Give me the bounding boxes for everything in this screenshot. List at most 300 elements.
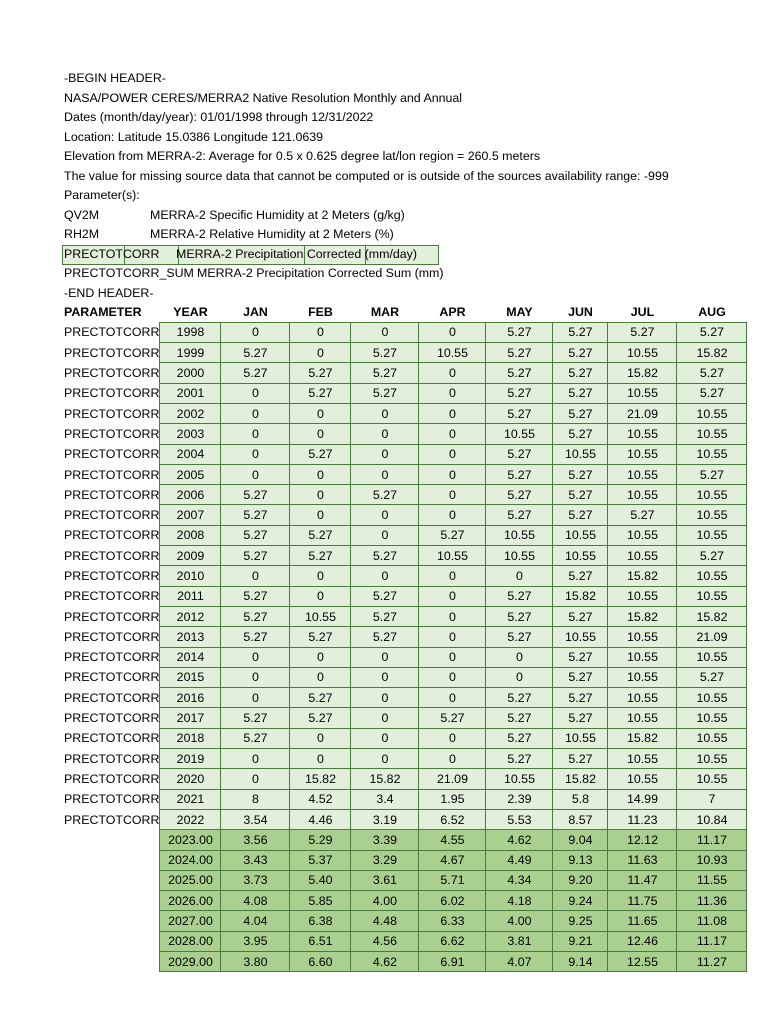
parameter-cell[interactable]: PRECTOTCORR [64,609,160,624]
value-cell[interactable]: 5.27 [290,688,351,708]
parameter-cell[interactable]: PRECTOTCORR [64,792,160,807]
value-cell[interactable]: 5.27 [351,606,419,626]
value-cell[interactable]: 5.27 [486,444,553,464]
parameter-cell[interactable]: PRECTOTCORR [64,771,160,786]
year-cell[interactable]: 2010 [160,566,221,586]
parameter-cell[interactable]: PRECTOTCORR [64,325,160,340]
value-cell[interactable]: 5.27 [553,606,608,626]
year-cell[interactable]: 2002 [160,403,221,423]
value-cell[interactable]: 5.27 [290,444,351,464]
value-cell[interactable]: 5.27 [351,383,419,403]
value-cell[interactable]: 12.12 [608,830,677,850]
parameter-cell[interactable]: PRECTOTCORR [64,711,160,726]
year-cell[interactable]: 2024.00 [160,850,221,870]
year-cell[interactable]: 2012 [160,606,221,626]
value-cell[interactable]: 5.27 [221,363,290,383]
col-header-may[interactable]: MAY [506,305,533,320]
value-cell[interactable]: 4.08 [221,891,290,911]
value-cell[interactable]: 10.55 [677,708,747,728]
value-cell[interactable]: 11.17 [677,931,747,951]
parameter-cell[interactable]: PRECTOTCORR [64,487,160,502]
value-cell[interactable]: 10.55 [608,546,677,566]
year-cell[interactable]: 2022 [160,809,221,829]
value-cell[interactable]: 10.93 [677,850,747,870]
value-cell[interactable]: 5.27 [221,525,290,545]
value-cell[interactable]: 0 [419,424,486,444]
col-header-apr[interactable]: APR [439,305,466,320]
value-cell[interactable]: 21.09 [677,627,747,647]
value-cell[interactable]: 15.82 [677,343,747,363]
value-cell[interactable]: 3.95 [221,931,290,951]
value-cell[interactable]: 0 [221,383,290,403]
value-cell[interactable]: 10.55 [419,343,486,363]
value-cell[interactable]: 5.27 [608,505,677,525]
value-cell[interactable]: 5.27 [290,627,351,647]
year-cell[interactable]: 2026.00 [160,891,221,911]
value-cell[interactable]: 5.27 [290,383,351,403]
value-cell[interactable]: 5.27 [486,627,553,647]
value-cell[interactable]: 0 [351,525,419,545]
value-cell[interactable]: 5.27 [553,383,608,403]
value-cell[interactable]: 7 [677,789,747,809]
value-cell[interactable]: 11.36 [677,891,747,911]
value-cell[interactable]: 0 [351,424,419,444]
value-cell[interactable]: 5.27 [419,525,486,545]
value-cell[interactable]: 3.54 [221,809,290,829]
value-cell[interactable]: 0 [221,403,290,423]
value-cell[interactable]: 5.27 [351,363,419,383]
value-cell[interactable]: 5.27 [221,586,290,606]
value-cell[interactable]: 5.71 [419,870,486,890]
value-cell[interactable]: 5.27 [221,728,290,748]
value-cell[interactable]: 3.56 [221,830,290,850]
col-header-parameter[interactable]: PARAMETER [64,305,142,320]
value-cell[interactable]: 0 [290,322,351,342]
value-cell[interactable]: 11.23 [608,809,677,829]
value-cell[interactable]: 4.18 [486,891,553,911]
value-cell[interactable]: 5.27 [553,749,608,769]
value-cell[interactable]: 10.55 [419,546,486,566]
value-cell[interactable]: 5.27 [486,383,553,403]
value-cell[interactable]: 15.82 [553,769,608,789]
parameter-cell[interactable]: PRECTOTCORR [64,589,160,604]
value-cell[interactable]: 0 [351,505,419,525]
year-cell[interactable]: 2000 [160,363,221,383]
value-cell[interactable]: 10.55 [677,424,747,444]
value-cell[interactable]: 0 [419,444,486,464]
value-cell[interactable]: 5.27 [221,627,290,647]
value-cell[interactable]: 5.27 [677,667,747,687]
value-cell[interactable]: 5.27 [553,424,608,444]
value-cell[interactable]: 5.27 [221,343,290,363]
year-cell[interactable]: 2001 [160,383,221,403]
value-cell[interactable]: 10.55 [608,464,677,484]
value-cell[interactable]: 10.55 [677,728,747,748]
value-cell[interactable]: 5.27 [486,322,553,342]
year-cell[interactable]: 2008 [160,525,221,545]
value-cell[interactable]: 10.55 [608,688,677,708]
value-cell[interactable]: 4.48 [351,911,419,931]
value-cell[interactable]: 2.39 [486,789,553,809]
value-cell[interactable]: 10.55 [608,485,677,505]
value-cell[interactable]: 5.29 [290,830,351,850]
value-cell[interactable]: 0 [419,586,486,606]
value-cell[interactable]: 5.27 [553,464,608,484]
value-cell[interactable]: 10.55 [553,627,608,647]
year-cell[interactable]: 2019 [160,749,221,769]
value-cell[interactable]: 5.27 [553,322,608,342]
value-cell[interactable]: 5.27 [553,343,608,363]
value-cell[interactable]: 3.73 [221,870,290,890]
value-cell[interactable]: 10.55 [608,444,677,464]
value-cell[interactable]: 8 [221,789,290,809]
value-cell[interactable]: 6.38 [290,911,351,931]
value-cell[interactable]: 4.00 [486,911,553,931]
value-cell[interactable]: 21.09 [608,403,677,423]
parameter-cell[interactable] [63,911,160,931]
parameter-cell[interactable]: PRECTOTCORR [64,406,160,421]
value-cell[interactable]: 10.55 [486,769,553,789]
value-cell[interactable]: 5.85 [290,891,351,911]
value-cell[interactable]: 5.27 [486,505,553,525]
value-cell[interactable]: 10.55 [677,485,747,505]
parameter-cell[interactable]: PRECTOTCORR [64,731,160,746]
value-cell[interactable]: 5.27 [419,708,486,728]
param-prectotcorr-selected-row[interactable] [62,245,437,264]
year-cell[interactable]: 2003 [160,424,221,444]
value-cell[interactable]: 5.53 [486,809,553,829]
year-cell[interactable]: 2005 [160,464,221,484]
parameter-cell[interactable]: PRECTOTCORR [64,426,160,441]
value-cell[interactable]: 5.27 [486,708,553,728]
value-cell[interactable]: 1.95 [419,789,486,809]
value-cell[interactable]: 0 [351,647,419,667]
value-cell[interactable]: 4.52 [290,789,351,809]
value-cell[interactable]: 10.55 [677,769,747,789]
value-cell[interactable]: 5.27 [221,546,290,566]
value-cell[interactable]: 5.27 [677,363,747,383]
value-cell[interactable]: 15.82 [608,566,677,586]
value-cell[interactable]: 6.33 [419,911,486,931]
value-cell[interactable]: 4.00 [351,891,419,911]
year-cell[interactable]: 2021 [160,789,221,809]
parameter-cell[interactable]: PRECTOTCORR [64,569,160,583]
value-cell[interactable]: 5.27 [486,749,553,769]
value-cell[interactable]: 0 [290,343,351,363]
value-cell[interactable]: 0 [221,647,290,667]
value-cell[interactable]: 5.27 [351,485,419,505]
value-cell[interactable]: 10.55 [608,769,677,789]
value-cell[interactable]: 0 [351,688,419,708]
value-cell[interactable]: 6.91 [419,952,486,972]
parameter-cell[interactable]: PRECTOTCORR [64,548,160,563]
value-cell[interactable]: 12.55 [608,952,677,972]
value-cell[interactable]: 0 [221,322,290,342]
value-cell[interactable]: 6.02 [419,891,486,911]
value-cell[interactable]: 0 [351,749,419,769]
value-cell[interactable]: 15.82 [677,606,747,626]
value-cell[interactable]: 0 [221,667,290,687]
value-cell[interactable]: 0 [419,667,486,687]
year-cell[interactable]: 2011 [160,586,221,606]
year-cell[interactable]: 2004 [160,444,221,464]
value-cell[interactable]: 0 [419,606,486,626]
value-cell[interactable]: 3.81 [486,931,553,951]
value-cell[interactable]: 5.27 [677,383,747,403]
value-cell[interactable]: 0 [221,566,290,586]
value-cell[interactable]: 0 [351,464,419,484]
value-cell[interactable]: 10.55 [486,546,553,566]
value-cell[interactable]: 0 [351,322,419,342]
value-cell[interactable]: 15.82 [351,769,419,789]
value-cell[interactable]: 5.27 [553,566,608,586]
value-cell[interactable]: 0 [290,424,351,444]
value-cell[interactable]: 10.55 [677,749,747,769]
value-cell[interactable]: 10.55 [608,647,677,667]
year-cell[interactable]: 2020 [160,769,221,789]
value-cell[interactable]: 15.82 [608,606,677,626]
year-cell[interactable]: 2009 [160,546,221,566]
value-cell[interactable]: 10.55 [677,586,747,606]
value-cell[interactable]: 11.08 [677,911,747,931]
value-cell[interactable]: 0 [419,688,486,708]
value-cell[interactable]: 5.27 [608,322,677,342]
year-cell[interactable]: 2023.00 [160,830,221,850]
value-cell[interactable]: 11.17 [677,830,747,850]
value-cell[interactable]: 0 [221,749,290,769]
year-cell[interactable]: 2018 [160,728,221,748]
year-cell[interactable]: 2006 [160,485,221,505]
value-cell[interactable]: 0 [351,667,419,687]
year-cell[interactable]: 2029.00 [160,952,221,972]
value-cell[interactable]: 0 [419,322,486,342]
value-cell[interactable]: 4.34 [486,870,553,890]
value-cell[interactable]: 5.27 [553,667,608,687]
value-cell[interactable]: 4.49 [486,850,553,870]
value-cell[interactable]: 5.27 [553,485,608,505]
value-cell[interactable]: 9.13 [553,850,608,870]
year-cell[interactable]: 2025.00 [160,870,221,890]
value-cell[interactable]: 9.20 [553,870,608,890]
parameter-cell[interactable]: PRECTOTCORR [64,650,160,665]
col-header-jul[interactable]: JUL [630,305,655,320]
value-cell[interactable]: 15.82 [608,363,677,383]
value-cell[interactable]: 10.55 [677,505,747,525]
parameter-cell[interactable]: PRECTOTCORR [64,690,160,705]
year-cell[interactable]: 1998 [160,322,221,342]
value-cell[interactable]: 0 [419,728,486,748]
col-header-mar[interactable]: MAR [370,305,400,320]
value-cell[interactable]: 0 [221,444,290,464]
value-cell[interactable]: 5.27 [486,363,553,383]
value-cell[interactable]: 0 [290,566,351,586]
value-cell[interactable]: 5.27 [486,464,553,484]
parameter-cell[interactable] [63,830,160,850]
value-cell[interactable]: 0 [351,728,419,748]
parameter-cell[interactable]: PRECTOTCORR [64,751,160,766]
value-cell[interactable]: 0 [419,464,486,484]
value-cell[interactable]: 0 [290,505,351,525]
parameter-cell[interactable]: PRECTOTCORR [64,670,160,685]
value-cell[interactable]: 5.27 [351,586,419,606]
value-cell[interactable]: 5.27 [486,606,553,626]
year-cell[interactable]: 2028.00 [160,931,221,951]
value-cell[interactable]: 5.27 [677,322,747,342]
value-cell[interactable]: 3.29 [351,850,419,870]
value-cell[interactable]: 0 [486,647,553,667]
value-cell[interactable]: 10.55 [608,525,677,545]
value-cell[interactable]: 5.27 [351,546,419,566]
value-cell[interactable]: 10.55 [608,627,677,647]
value-cell[interactable]: 10.55 [290,606,351,626]
year-cell[interactable]: 2014 [160,647,221,667]
parameter-cell[interactable]: PRECTOTCORR [64,528,160,543]
value-cell[interactable]: 10.55 [553,525,608,545]
value-cell[interactable]: 5.27 [351,627,419,647]
value-cell[interactable]: 0 [290,464,351,484]
col-header-jan[interactable]: JAN [243,305,268,320]
value-cell[interactable]: 10.55 [486,525,553,545]
value-cell[interactable]: 6.51 [290,931,351,951]
value-cell[interactable]: 0 [486,566,553,586]
value-cell[interactable]: 0 [419,505,486,525]
value-cell[interactable]: 0 [290,728,351,748]
parameter-cell[interactable]: PRECTOTCORR [64,345,160,360]
value-cell[interactable]: 3.80 [221,952,290,972]
value-cell[interactable]: 10.55 [608,383,677,403]
value-cell[interactable]: 5.27 [553,403,608,423]
year-cell[interactable]: 2007 [160,505,221,525]
value-cell[interactable]: 0 [290,749,351,769]
value-cell[interactable]: 5.27 [221,505,290,525]
value-cell[interactable]: 12.46 [608,931,677,951]
value-cell[interactable]: 5.27 [677,464,747,484]
value-cell[interactable]: 0 [419,485,486,505]
year-cell[interactable]: 2013 [160,627,221,647]
value-cell[interactable]: 5.8 [553,789,608,809]
parameter-cell[interactable]: PRECTOTCORR [64,812,160,827]
value-cell[interactable]: 5.27 [553,688,608,708]
value-cell[interactable]: 14.99 [608,789,677,809]
value-cell[interactable]: 0 [351,566,419,586]
value-cell[interactable]: 4.67 [419,850,486,870]
value-cell[interactable]: 9.24 [553,891,608,911]
col-header-aug[interactable]: AUG [698,305,726,320]
value-cell[interactable]: 10.55 [553,444,608,464]
value-cell[interactable]: 5.27 [553,647,608,667]
parameter-cell[interactable] [63,952,160,972]
value-cell[interactable]: 10.55 [553,546,608,566]
value-cell[interactable]: 9.25 [553,911,608,931]
value-cell[interactable]: 0 [419,627,486,647]
value-cell[interactable]: 5.27 [290,525,351,545]
value-cell[interactable]: 9.21 [553,931,608,951]
value-cell[interactable]: 10.55 [677,566,747,586]
value-cell[interactable]: 3.61 [351,870,419,890]
value-cell[interactable]: 5.27 [677,546,747,566]
value-cell[interactable]: 4.55 [419,830,486,850]
value-cell[interactable]: 0 [351,444,419,464]
col-header-year[interactable]: YEAR [173,305,208,320]
value-cell[interactable]: 9.04 [553,830,608,850]
value-cell[interactable]: 4.04 [221,911,290,931]
value-cell[interactable]: 10.55 [608,424,677,444]
value-cell[interactable]: 5.27 [553,363,608,383]
year-cell[interactable]: 1999 [160,343,221,363]
value-cell[interactable]: 5.27 [553,708,608,728]
value-cell[interactable]: 4.46 [290,809,351,829]
parameter-cell[interactable] [63,931,160,951]
value-cell[interactable]: 3.4 [351,789,419,809]
value-cell[interactable]: 15.82 [290,769,351,789]
value-cell[interactable]: 0 [351,403,419,423]
value-cell[interactable]: 10.55 [677,525,747,545]
value-cell[interactable]: 10.55 [486,424,553,444]
value-cell[interactable]: 5.27 [486,728,553,748]
value-cell[interactable]: 0 [290,586,351,606]
value-cell[interactable]: 11.63 [608,850,677,870]
value-cell[interactable]: 5.27 [221,485,290,505]
value-cell[interactable]: 0 [221,464,290,484]
value-cell[interactable]: 10.55 [608,749,677,769]
value-cell[interactable]: 5.27 [290,546,351,566]
value-cell[interactable]: 0 [221,769,290,789]
value-cell[interactable]: 10.55 [608,586,677,606]
value-cell[interactable]: 6.52 [419,809,486,829]
parameter-cell[interactable]: PRECTOTCORR [64,447,160,462]
value-cell[interactable]: 5.27 [553,505,608,525]
value-cell[interactable]: 10.55 [677,403,747,423]
value-cell[interactable]: 0 [419,566,486,586]
value-cell[interactable]: 5.27 [486,343,553,363]
value-cell[interactable]: 21.09 [419,769,486,789]
value-cell[interactable]: 8.57 [553,809,608,829]
value-cell[interactable]: 4.56 [351,931,419,951]
value-cell[interactable]: 11.55 [677,870,747,890]
value-cell[interactable]: 5.27 [486,586,553,606]
value-cell[interactable]: 5.40 [290,870,351,890]
value-cell[interactable]: 6.60 [290,952,351,972]
value-cell[interactable]: 0 [290,647,351,667]
value-cell[interactable]: 10.55 [608,667,677,687]
value-cell[interactable]: 10.55 [553,728,608,748]
year-cell[interactable]: 2017 [160,708,221,728]
parameter-cell[interactable]: PRECTOTCORR [64,386,160,401]
value-cell[interactable]: 0 [419,363,486,383]
value-cell[interactable]: 15.82 [608,728,677,748]
value-cell[interactable]: 5.27 [351,343,419,363]
value-cell[interactable]: 0 [419,403,486,423]
value-cell[interactable]: 5.37 [290,850,351,870]
value-cell[interactable]: 3.39 [351,830,419,850]
value-cell[interactable]: 4.07 [486,952,553,972]
col-header-jun[interactable]: JUN [568,305,593,320]
value-cell[interactable]: 0 [419,647,486,667]
value-cell[interactable]: 3.19 [351,809,419,829]
value-cell[interactable]: 0 [290,667,351,687]
year-cell[interactable]: 2015 [160,667,221,687]
value-cell[interactable]: 15.82 [553,586,608,606]
value-cell[interactable]: 10.55 [608,708,677,728]
value-cell[interactable]: 4.62 [486,830,553,850]
value-cell[interactable]: 9.14 [553,952,608,972]
parameter-cell[interactable]: PRECTOTCORR [64,508,160,523]
parameter-cell[interactable]: PRECTOTCORR [64,629,160,644]
value-cell[interactable]: 10.84 [677,809,747,829]
value-cell[interactable]: 3.43 [221,850,290,870]
parameter-cell[interactable]: PRECTOTCORR [64,467,160,482]
col-header-feb[interactable]: FEB [308,305,333,320]
